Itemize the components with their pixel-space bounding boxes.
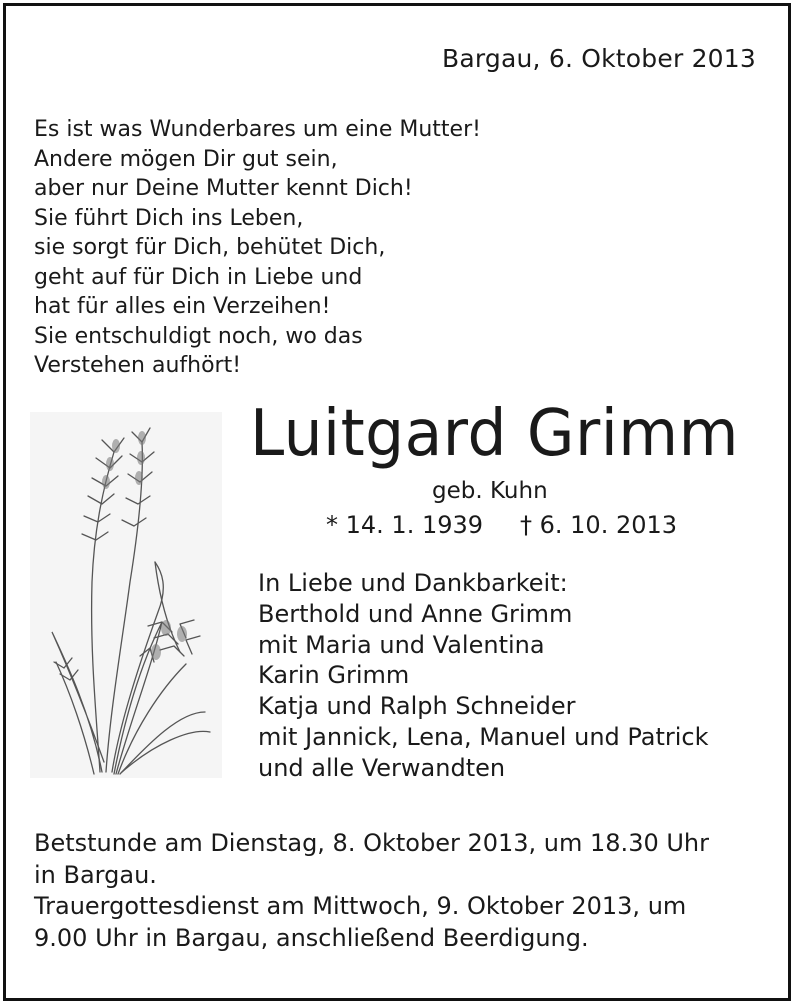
mourners-list [258,568,709,784]
poem-line: hat für alles ein Verzeihen! [34,294,331,319]
mourners-line: mit Maria und Valentina [258,630,545,659]
mourners-line: und alle Verwandten [258,753,506,782]
poem-line: Verstehen aufhört! [34,353,242,378]
mourners-line: In Liebe und Dankbarkeit: [258,569,568,597]
death-date: † 6. 10. 2013 [520,511,678,539]
poem-line: sie sorgt für Dich, behütet Dich, [34,235,386,260]
wheat-grass-illustration [30,412,222,778]
poem [34,115,481,381]
service-line: Betstunde am Dienstag, 8. Oktober 2013, um 18.30 Uhr [34,829,709,857]
birth-date: * 14. 1. 1939 [326,511,484,539]
poem-line: Es ist was Wunderbares um eine Mutter! [34,117,481,142]
deceased-name: Luitgard Grimm [250,397,739,471]
poem-line: Sie entschuldigt noch, wo das [34,323,363,349]
wheat-icon [30,412,222,778]
service-line: Trauergottesdienst am Mittwoch, 9. Oktober 2013, um [34,892,687,920]
poem-line: Andere mögen Dir gut sein, [34,146,338,172]
service-line: 9.00 Uhr in Bargau, anschließend Beerdigung. [34,923,589,952]
mourners-line: Berthold und Anne Grimm [258,599,573,628]
service-details [34,828,709,954]
service-line: in Bargau. [34,860,157,889]
mourners-line: Katja und Ralph Schneider [258,692,576,721]
mourners-line: mit Jannick, Lena, Manuel und Patrick [258,722,709,751]
poem-line: Sie führt Dich ins Leben, [34,205,304,231]
poem-line: aber nur Deine Mutter kennt Dich! [34,176,413,201]
mourners-line: Karin Grimm [258,661,410,690]
poem-line: geht auf für Dich in Liebe und [34,264,363,290]
place-date: Bargau, 6. Oktober 2013 [442,44,756,73]
maiden-name: geb. Kuhn [432,478,548,504]
